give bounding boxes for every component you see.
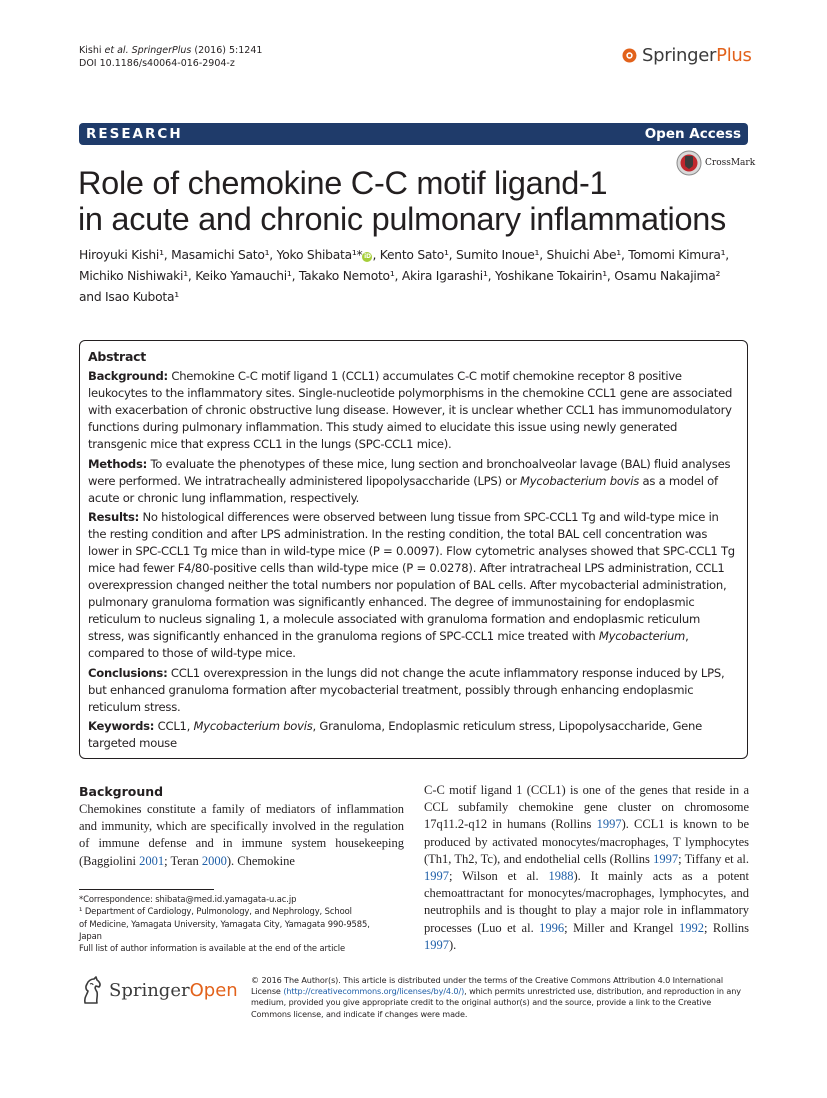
citation-volume: (2016) 5:1241 [194, 45, 263, 56]
right-text-c: ; Tiffany et al. [678, 851, 750, 866]
citation-link[interactable]: 1996 [539, 920, 565, 935]
citation-link[interactable]: 1992 [678, 920, 704, 935]
label-results: Results: [88, 510, 139, 524]
text-background: Chemokine C-C motif ligand 1 (CCL1) accumulates C-C motif chemokine receptor 8 positive leukocytes to the inflammatory sites. Single-nucleotide polymorphisms in the chemokine CCL1 gene are associated with exacerbation of chronic obstructive lung disease. However, it is unclear whether CCL1 has immunomodulatory functions during pulmonary inflammation. This study aimed to elucidate this issue using newly generated transgenic mice that express CCL1 in the lungs (SPC-CCL1 mice). [88, 369, 733, 451]
text-methods-b: as a model of acute or chronic lung inflammation, respectively. [88, 473, 718, 505]
correspondence-note[interactable]: *Correspondence: shibata@med.id.yamagata-u.ac.jp [79, 894, 297, 904]
orcid-icon[interactable]: iD [364, 253, 371, 260]
citation-author: Kishi [79, 45, 102, 56]
right-text-b: ). CCL1 is known to be produced by activated monocytes/macrophages, T lymphocytes (Th1, Th2, Tc), and endothelial cells (Rollins [424, 817, 750, 866]
abstract-keywords [88, 718, 739, 752]
left-text-c: ). Chemokine [226, 853, 295, 868]
springerplus-wordmark [642, 45, 752, 66]
text-methods-italic: Mycobacterium bovis [520, 473, 640, 488]
wordmark-open: Open [189, 979, 238, 1001]
text-keywords-a: CCL1, [157, 719, 191, 733]
open-access-label[interactable]: Open Access [644, 126, 741, 142]
citation-journal: et al. SpringerPlus [104, 45, 192, 56]
text-conclusions: CCL1 overexpression in the lungs did not change the acute inflammatory response induced by LPS, but enhanced granuloma formation after mycobacterial treatment, possibly through enhancing endoplasmic reticulum stress. [88, 665, 725, 714]
crossmark-label: CrossMark [705, 158, 756, 168]
abstract-background [88, 368, 739, 453]
label-background: Background: [88, 369, 168, 383]
wordmark-plus: Plus [716, 45, 752, 66]
doi: DOI 10.1186/s40064-016-2904-z [79, 58, 235, 69]
body-paragraph-left [79, 801, 404, 870]
footnotes [79, 893, 404, 954]
affiliation-line-1: ¹ Department of Cardiology, Pulmonology, and Nephrology, School [79, 906, 352, 917]
text-methods-a: To evaluate the phenotypes of these mice, lung section and bronchoalveolar lavage (BAL) fluid analyses were performed. We intratracheally administered lipopolysaccharide (LPS) or [88, 456, 731, 488]
affiliation-line-2: of Medicine, Yamagata University, Yamagata City, Yamagata 990-9585, [79, 918, 370, 929]
springer-horse-icon [79, 975, 103, 1005]
wordmark-springer: Springer [642, 45, 717, 66]
article-type-banner [79, 123, 748, 145]
body-column-left [79, 782, 404, 870]
citation-link[interactable]: 1997 [596, 817, 622, 832]
license-text-a: © 2016 The Author(s). This article is distributed under the terms of the Creative Commons Attribution 4.0 International License [251, 975, 723, 997]
authors-line-1: Hiroyuki Kishi¹, Masamichi Sato¹, Yoko Shibata¹* [79, 248, 363, 262]
authors-line-1b: , Kento Sato¹, Sumito Inoue¹, Shuichi Abe¹, Tomomi Kimura¹, [372, 248, 729, 262]
text-results-a: No histological differences were observed between lung tissue from SPC-CCL1 Tg and wild-type mice in the resting condition and after LPS administration. In the resting condition, the total BAL cell concentration was lower in SPC-CCL1 Tg mice than in wild-type mice (P = 0.0097). Flow cytometric analyses showed that SPC-CCL1 Tg mice had fewer F4/80-positive cells than wild-type mice (P = 0.0278). After intratracheal LPS administration, CCL1 overexpression changed neither the total numbers nor population of BAL cells. After mycobacterial administration, pulmonary granuloma formation was significantly enhanced. The degree of immunostaining for endoplasmic reticulum to nucleus signaling 1, a molecule associated with granuloma formation and endoplasmic reticulum stress, was significantly enhanced in the granuloma regions of SPC-CCL1 mice treated with [88, 510, 735, 643]
right-text-a: C-C motif ligand 1 (CCL1) is one of the genes that reside in a CCL subfamily chemokine gene cluster on chromosome 17q11.2-q12 in humans (Rollins [424, 783, 749, 832]
title-line-1: Role of chemokine C-C motif ligand-1 [78, 165, 608, 201]
right-text-g: ; Rollins [703, 920, 750, 935]
label-conclusions: Conclusions: [88, 665, 168, 680]
right-text-e: ). It mainly acts as a potent chemoattractant for monocytes/macrophages, lymphocytes, and neutrophils and is thought to play a major role in inflammatory processes (Luo et al. [424, 869, 750, 935]
author-list [79, 245, 749, 308]
authors-line-3: and Isao Kubota¹ [79, 290, 179, 304]
title-line-2: in acute and chronic pulmonary inflammations [78, 201, 726, 237]
right-text-h: ). [449, 937, 457, 952]
wordmark-springer-open-a: Springer [109, 979, 190, 1001]
article-title [78, 165, 738, 237]
label-keywords: Keywords: [88, 719, 155, 733]
abstract-heading: Abstract [88, 349, 147, 364]
citation-link[interactable]: 1997 [653, 851, 679, 866]
abstract-results [88, 509, 739, 662]
springeropen-wordmark [109, 980, 238, 1001]
right-text-d: ; Wilson et al. [449, 869, 539, 884]
springeropen-logo[interactable] [79, 975, 238, 1005]
license-link[interactable]: (http://creativecommons.org/licenses/by/4.0/) [283, 986, 465, 997]
abstract-box [79, 340, 748, 759]
citation-link[interactable]: 2001 [139, 853, 165, 868]
section-heading-background: Background [79, 784, 164, 799]
author-info-note: Full list of author information is available at the end of the article [79, 943, 346, 954]
header-citation [79, 44, 262, 70]
citation-link[interactable]: 2000 [201, 853, 227, 868]
text-keywords-italic: Mycobacterium bovis [193, 719, 313, 733]
article-type-label: RESEARCH [86, 126, 183, 142]
footnote-divider [79, 889, 214, 890]
citation-link[interactable]: 1997 [424, 869, 449, 884]
license-text-b: , which permits unrestricted use, distribution, and reproduction in any medium, provided you give appropriate credit to the original author(s) and the source, provide a link to the Creative Commons license, and indicate if changes were made. [251, 986, 741, 1019]
citation-link[interactable]: 1988 [548, 869, 574, 884]
abstract-conclusions [88, 665, 739, 716]
springer-plus-icon [622, 48, 637, 63]
affiliation-line-3: Japan [79, 930, 102, 941]
text-results-b: , compared to those of wild-type mice. [88, 629, 689, 660]
abstract-methods [88, 456, 739, 507]
springerplus-logo[interactable] [622, 45, 752, 66]
body-column-right [424, 782, 749, 954]
label-methods: Methods: [88, 456, 147, 471]
left-text-b: ; Teran [164, 853, 199, 868]
text-results-italic: Mycobacterium [598, 629, 686, 643]
right-text-f: ; Miller and Krangel [564, 920, 674, 935]
text-keywords-b: , Granuloma, Endoplasmic reticulum stress, Lipopolysaccharide, Gene targeted mouse [88, 719, 703, 750]
license-statement [251, 975, 751, 1020]
authors-line-2: Michiko Nishiwaki¹, Keiko Yamauchi¹, Takako Nemoto¹, Akira Igarashi¹, Yoshikane Tokairin¹, Osamu Nakajima² [79, 269, 721, 283]
left-text-a: Chemokines constitute a family of mediators of inflammation and immunity, which are specifically involved in the regulation of immune defense and in immune system housekeeping (Baggiolini [79, 802, 404, 868]
citation-link[interactable]: 1997 [424, 937, 449, 952]
